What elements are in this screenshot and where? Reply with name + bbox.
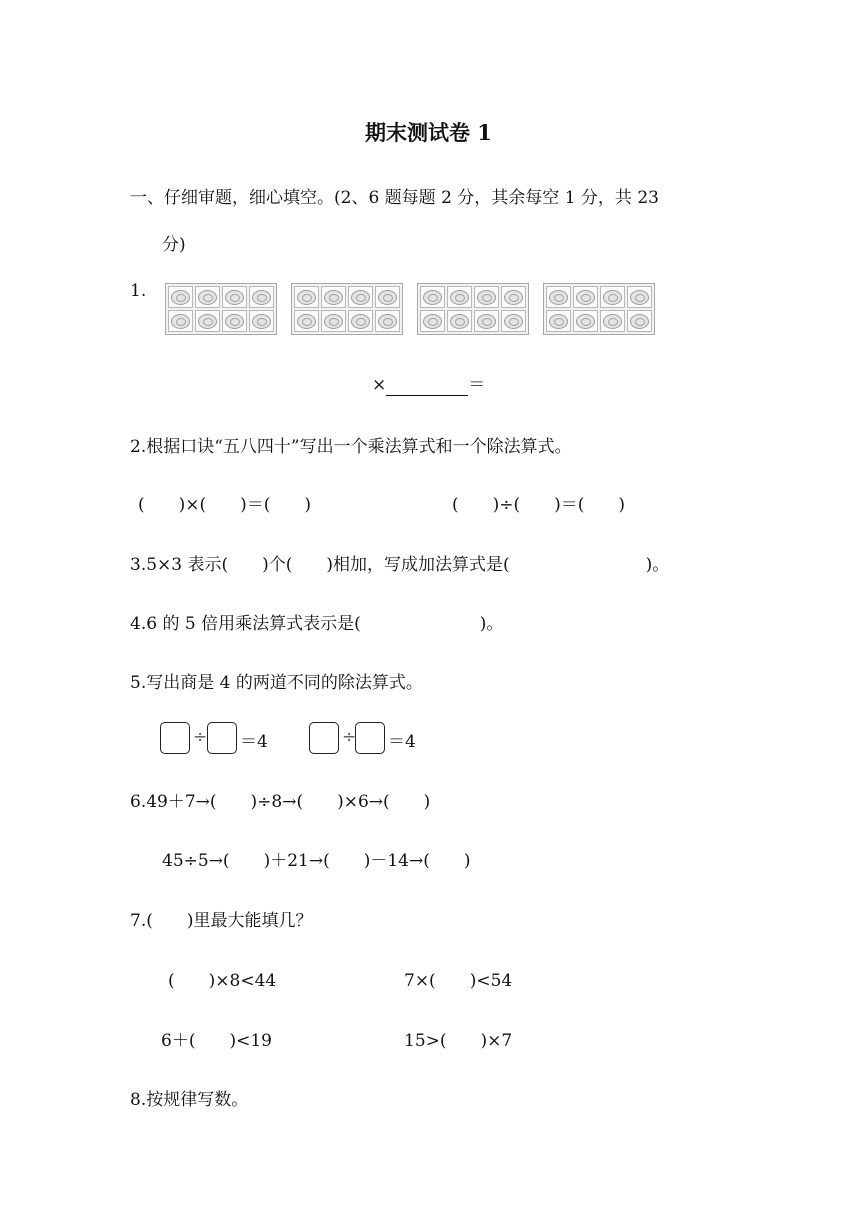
egg-icon [351,314,370,329]
egg-cell [348,286,373,308]
egg-cell [420,310,445,332]
q2-question: 2.根据口诀“五八四十”写出一个乘法算式和一个除法算式。 [130,437,572,457]
q2-division-blank[interactable]: ( )÷( )＝( ) [452,495,626,515]
egg-cell [573,286,598,308]
q5-divide-sign-2: ÷ [342,727,357,747]
egg-cell [375,310,400,332]
egg-icon [297,290,316,305]
egg-cell [222,310,247,332]
egg-icon [549,290,568,305]
egg-carton [291,283,403,335]
egg-icon [198,290,217,305]
egg-icon [378,314,397,329]
egg-icon [252,314,271,329]
q4-question: 4.6 的 5 倍用乘法算式表示是( )。 [130,614,504,634]
q1-answer-blank[interactable] [386,375,468,396]
egg-cell [474,310,499,332]
egg-cell [447,286,472,308]
egg-icon [477,290,496,305]
egg-cell [249,286,274,308]
q5-divisor-box-2[interactable] [355,722,385,754]
egg-icon [198,314,217,329]
q5-question: 5.写出商是 4 的两道不同的除法算式。 [130,673,423,693]
egg-icon [576,290,595,305]
egg-cell [546,286,571,308]
egg-cell [348,310,373,332]
egg-cell [447,310,472,332]
egg-icon [504,290,523,305]
egg-icon [225,314,244,329]
egg-cell [249,310,274,332]
q1-equals: ＝ [468,375,486,395]
q2-multiplication-blank[interactable]: ( )×( )＝( ) [138,495,312,515]
egg-icon [297,314,316,329]
egg-cell [294,286,319,308]
egg-icon [351,290,370,305]
section-1-heading: 一、仔细审题，细心填空。(2、6 题每题 2 分，其余每空 1 分，共 23 [130,188,659,208]
egg-icon [450,290,469,305]
egg-icon [504,314,523,329]
egg-cell [627,286,652,308]
q7-question: 7.( )里最大能填几？ [130,911,313,931]
egg-cell [195,286,220,308]
q5-result-1: ＝4 [240,732,268,752]
egg-cell [222,286,247,308]
page-title: 期末测试卷 1 [365,120,492,145]
egg-icon [324,314,343,329]
q1-equation [372,370,485,396]
egg-icon [450,314,469,329]
egg-cell [294,310,319,332]
egg-icon [630,290,649,305]
egg-icon [576,314,595,329]
q1-times: × [372,375,387,395]
section-1-heading-cont: 分) [162,235,186,255]
q7-item-1[interactable]: ( )×8<44 [168,971,277,991]
egg-icon [171,314,190,329]
q5-dividend-box-2[interactable] [309,722,339,754]
egg-icon [378,290,397,305]
egg-icon [603,314,622,329]
egg-cell [195,310,220,332]
egg-carton [543,283,655,335]
egg-cell [474,286,499,308]
q6-chain-2[interactable]: 45÷5→( )＋21→( )－14→( ) [162,851,471,871]
q7-item-2[interactable]: 7×( )<54 [404,971,513,991]
q5-result-2: ＝4 [388,732,416,752]
egg-cell [600,286,625,308]
egg-carton [417,283,529,335]
egg-icon [423,314,442,329]
egg-cell [546,310,571,332]
q7-item-4[interactable]: 15>( )×7 [404,1031,513,1051]
egg-icon [549,314,568,329]
egg-cell [627,310,652,332]
egg-icon [324,290,343,305]
egg-icon [252,290,271,305]
egg-cell [501,286,526,308]
egg-cell [573,310,598,332]
q3-question: 3.5×3 表示( )个( )相加，写成加法算式是( )。 [130,555,670,575]
egg-cell [168,286,193,308]
egg-cell [168,310,193,332]
egg-cell [375,286,400,308]
q5-dividend-box-1[interactable] [160,722,190,754]
egg-icon [477,314,496,329]
egg-icon [630,314,649,329]
q1-number: 1. [130,281,147,301]
q6-chain-1[interactable]: 6.49＋7→( )÷8→( )×6→( ) [130,792,431,812]
q5-divide-sign-1: ÷ [193,727,208,747]
egg-icon [423,290,442,305]
egg-carton [165,283,277,335]
egg-cell [501,310,526,332]
egg-cell [321,286,346,308]
egg-cell [420,286,445,308]
q7-item-3[interactable]: 6＋( )<19 [161,1031,272,1051]
q8-question: 8.按规律写数。 [130,1090,249,1110]
egg-icon [171,290,190,305]
egg-cell [600,310,625,332]
egg-icon [603,290,622,305]
egg-icon [225,290,244,305]
q5-divisor-box-1[interactable] [207,722,237,754]
egg-cell [321,310,346,332]
